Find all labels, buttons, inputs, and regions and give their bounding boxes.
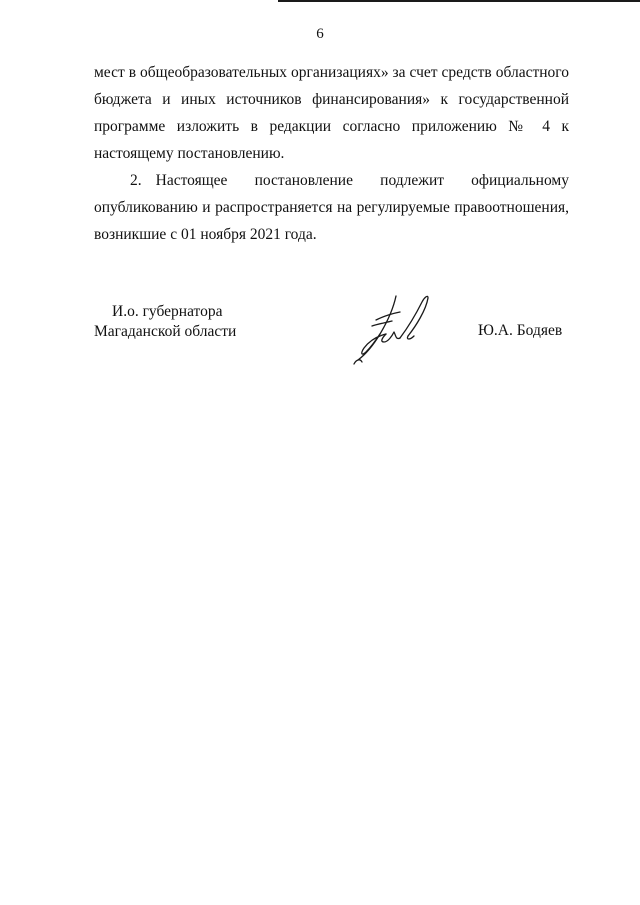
paragraph-2-text: Настоящее постановление подлежит официальному опубликованию и распространяется на регулируемые правоотношения, возникшие с 01 ноября 2021 года. [94,172,569,243]
paragraph-1-text: мест в общеобразовательных организациях» за счет средств областного бюджета и иных источников финансирования» к государственной программе изложить в редакции согласно приложению № 4 к настоящему постановлению. [94,64,569,162]
paragraph-2-body [94,167,569,248]
handwritten-signature [348,290,438,368]
paragraph-2-number: 2. [130,172,142,189]
paragraph-2 [94,167,569,248]
signatory-name: Ю.А. Бодяев [478,322,563,339]
signatory-title [94,302,236,342]
page-number: 6 [316,26,324,42]
signatory-title-line-1: И.о. губернатора [112,303,223,320]
signatory-title-line-2: Магаданской области [94,323,237,340]
paragraph-1 [94,59,569,167]
top-edge-line [278,0,640,2]
